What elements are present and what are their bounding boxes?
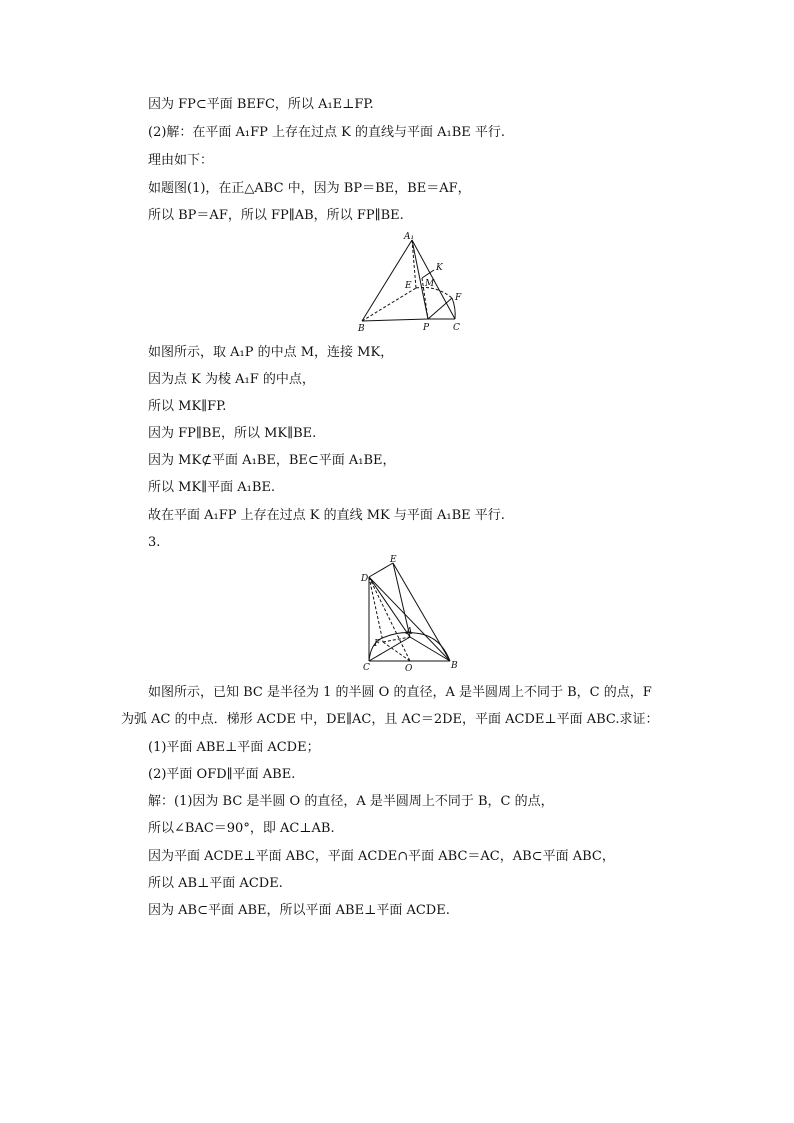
- label-b: B: [451, 661, 458, 671]
- text-line-12: 故在平面 A₁FP 上存在过点 K 的直线 MK 与平面 A₁BE 平行.: [148, 508, 505, 523]
- label-c: C: [363, 663, 370, 671]
- text-line-5: 所以 BP＝AF，所以 FP∥AB，所以 FP∥BE.: [148, 208, 404, 223]
- text-line-7: 因为点 K 为棱 A₁F 的中点，: [148, 372, 315, 387]
- label-k: K: [436, 263, 443, 273]
- text-line-6: 如图所示，取 A₁P 的中点 M，连接 MK，: [148, 345, 394, 360]
- text-line-16: (1)平面 ABE⊥平面 ACDE；: [148, 740, 320, 755]
- text-line-3: 理由如下：: [148, 153, 214, 168]
- label-e: E: [390, 555, 397, 565]
- text-line-8: 所以 MK∥FP.: [148, 399, 227, 414]
- label-p: P: [423, 323, 430, 333]
- text-line-1: 因为 FP⊂平面 BEFC，所以 A₁E⊥FP.: [148, 97, 374, 112]
- text-line-21: 所以 AB⊥平面 ACDE.: [148, 876, 283, 891]
- label-m: M: [425, 279, 435, 289]
- label-f: F: [455, 293, 462, 303]
- label-a1: A₁: [404, 232, 415, 242]
- text-line-20: 因为平面 ACDE⊥平面 ABC，平面 ACDE∩平面 ABC＝AC，AB⊂平面 ABC，: [148, 849, 615, 864]
- text-line-2: (2)解：在平面 A₁FP 上存在过点 K 的直线与平面 A₁BE 平行.: [148, 125, 506, 140]
- text-line-22: 因为 AB⊂平面 ABE，所以平面 ABE⊥平面 ACDE.: [148, 903, 450, 918]
- label-b: B: [358, 324, 365, 334]
- text-line-4: 如题图(1)，在正△ABC 中，因为 BP＝BE，BE＝AF，: [148, 181, 471, 196]
- label-e: E: [405, 281, 412, 291]
- figure-tetrahedron-1: [352, 230, 472, 334]
- problem-number-3: 3.: [148, 535, 161, 550]
- text-line-17: (2)平面 OFD∥平面 ABE.: [148, 767, 296, 782]
- label-c: C: [453, 323, 460, 333]
- label-f: F: [374, 639, 381, 649]
- text-line-18: 解：(1)因为 BC 是半圆 O 的直径，A 是半圆周上不同于 B，C 的点，: [148, 794, 554, 809]
- label-a: A: [406, 627, 413, 637]
- text-line-15: 为弧 AC 的中点．梯形 ACDE 中，DE∥AC，且 AC＝2DE，平面 ACDE⊥平面 ABC.求证：: [121, 712, 659, 727]
- label-d: D: [361, 574, 369, 584]
- text-line-11: 所以 MK∥平面 A₁BE.: [148, 480, 276, 495]
- text-line-19: 所以∠BAC＝90°，即 AC⊥AB.: [148, 821, 335, 836]
- text-line-14: 如图所示，已知 BC 是半径为 1 的半圆 O 的直径，A 是半圆周上不同于 B，C 的点，F: [148, 685, 652, 700]
- text-line-10: 因为 MK⊄平面 A₁BE，BE⊂平面 A₁BE，: [148, 453, 396, 468]
- label-o: O: [405, 664, 413, 671]
- figure-semicircle-solid: [355, 553, 465, 671]
- text-line-9: 因为 FP∥BE，所以 MK∥BE.: [148, 426, 317, 441]
